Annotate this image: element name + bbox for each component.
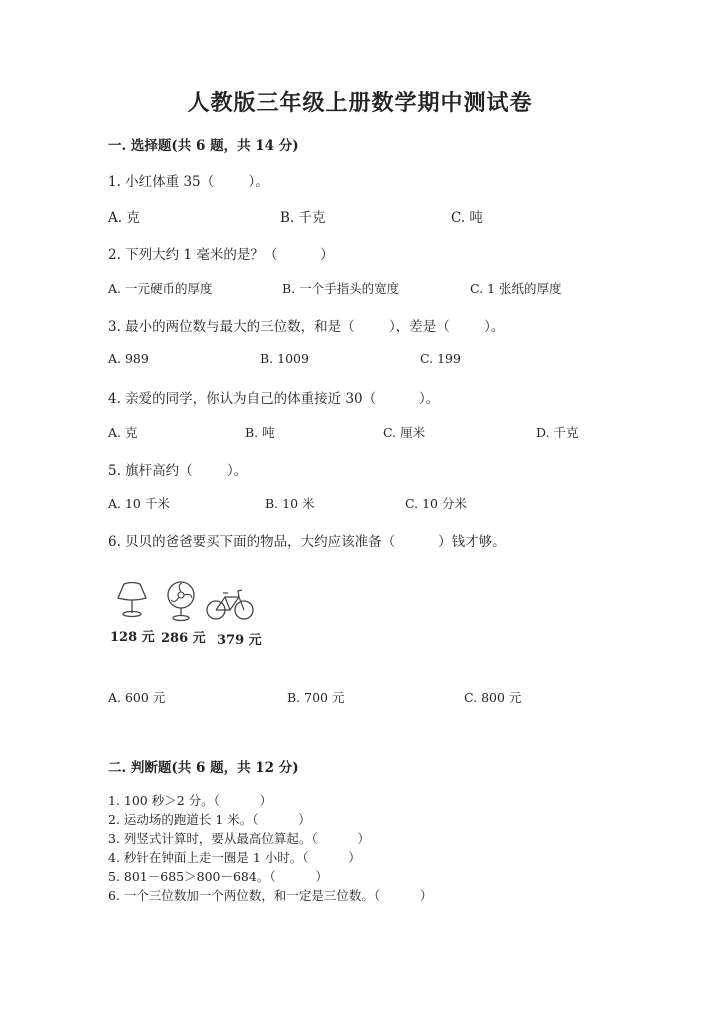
question-4: 4. 亲爱的同学，你认为自己的体重接近 30（ ）。 [108, 391, 440, 407]
q4-option-d[interactable]: D. 千克 [536, 425, 579, 440]
q6-option-c[interactable]: C. 800 元 [464, 690, 522, 705]
question-1: 1. 小红体重 35（ ）。 [108, 174, 269, 190]
fan-price: 286 元 [161, 631, 206, 646]
q1-option-b[interactable]: B. 千克 [280, 210, 326, 226]
q3-option-c[interactable]: C. 199 [420, 351, 461, 366]
q4-option-a[interactable]: A. 克 [108, 425, 138, 440]
q6-option-b[interactable]: B. 700 元 [287, 690, 345, 705]
judgment-item: 3. 列竖式计算时，要从最高位算起。（ ） [108, 831, 370, 846]
q2-option-b[interactable]: B. 一个手指头的宽度 [282, 281, 400, 296]
q3-option-b[interactable]: B. 1009 [260, 351, 309, 366]
q1-option-a[interactable]: A. 克 [108, 210, 140, 226]
q5-option-c[interactable]: C. 10 分米 [405, 496, 467, 511]
q2-option-c[interactable]: C. 1 张纸的厚度 [470, 281, 562, 296]
question-5: 5. 旗杆高约（ ）。 [108, 463, 248, 479]
judgment-item: 1. 100 秒＞2 分。（ ） [108, 793, 273, 808]
page-title: 人教版三年级上册数学期中测试卷 [187, 90, 533, 116]
q5-option-b[interactable]: B. 10 米 [265, 496, 315, 511]
section-heading: 一. 选择题(共 6 题，共 14 分) [108, 138, 299, 154]
question-3: 3. 最小的两位数与最大的三位数，和是（ ），差是（ ）。 [108, 319, 505, 335]
judgment-item: 6. 一个三位数加一个两位数，和一定是三位数。（ ） [108, 888, 433, 903]
bicycle-price: 379 元 [217, 633, 262, 648]
lamp-icon [112, 580, 152, 620]
q5-option-a[interactable]: A. 10 千米 [108, 496, 170, 511]
question-6: 6. 贝贝的爸爸要买下面的物品，大约应该准备（ ）钱才够。 [108, 534, 506, 550]
q2-option-a[interactable]: A. 一元硬币的厚度 [108, 281, 213, 296]
judgment-item: 4. 秒针在钟面上走一圈是 1 小时。（ ） [108, 850, 361, 865]
bicycle-icon [205, 584, 255, 624]
judgment-item: 5. 801－685＞800－684。（ ） [108, 869, 328, 884]
q1-option-c[interactable]: C. 吨 [451, 210, 483, 226]
q4-option-b[interactable]: B. 吨 [245, 425, 275, 440]
lamp-price: 128 元 [110, 630, 155, 645]
section-heading: 二. 判断题(共 6 题，共 12 分) [108, 760, 299, 776]
question-2: 2. 下列大约 1 毫米的是？（ ） [108, 247, 334, 263]
fan-icon [163, 580, 199, 622]
q4-option-c[interactable]: C. 厘米 [383, 425, 426, 440]
judgment-item: 2. 运动场的跑道长 1 米。（ ） [108, 812, 311, 827]
q3-option-a[interactable]: A. 989 [108, 351, 149, 366]
q6-option-a[interactable]: A. 600 元 [108, 690, 166, 705]
